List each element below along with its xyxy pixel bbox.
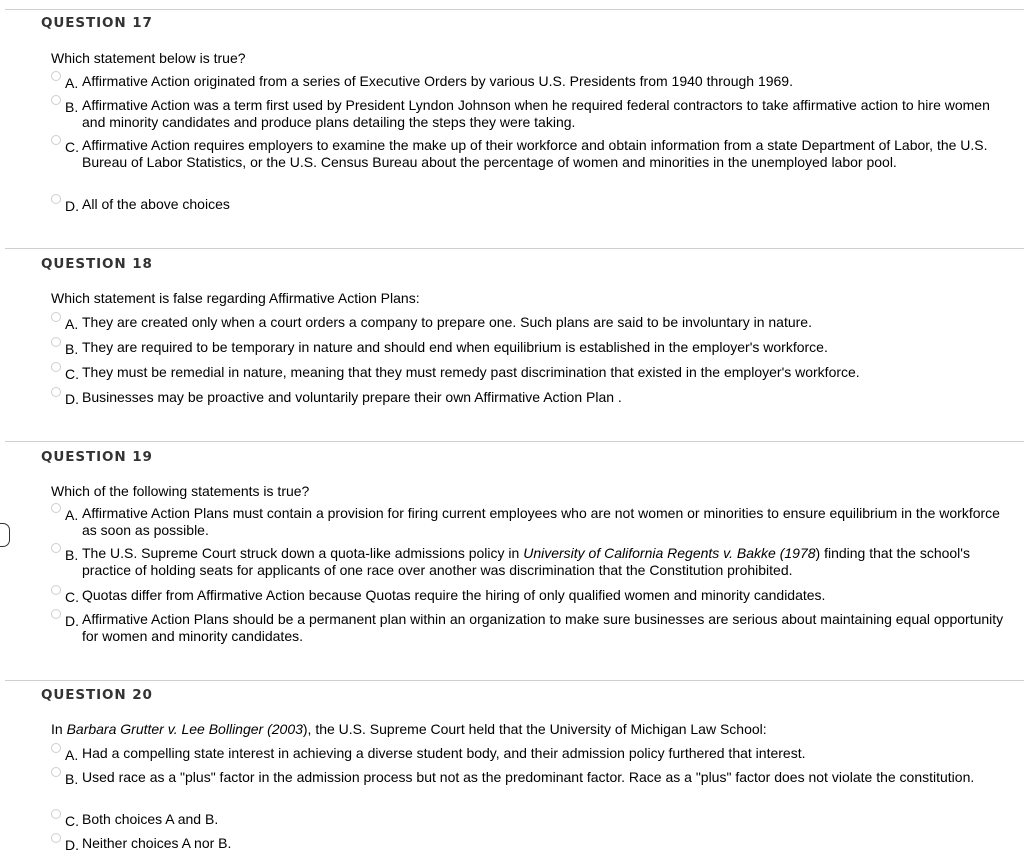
divider [5,441,1024,442]
option-text: Businesses may be proactive and voluntarily prepare their own Affirmative Action Plan . [82,389,622,405]
option-text: Had a compelling state interest in achieving a diverse student body, and their admission policy furthered that interest. [82,745,806,761]
radio-button[interactable] [51,337,61,347]
option-letter: A. [65,75,79,91]
option-text: Both choices A and B. [82,811,219,827]
option-text-part: ) finding that the school's practice of holding seats for applicants of one race over another was discrimination that the Constitution prohibited. [82,545,970,578]
option-letter: A. [65,316,79,332]
option-text [82,545,1012,579]
option-letter: D. [65,198,79,214]
option-letter: D. [65,613,79,629]
question-prompt: Which of the following statements is true? [51,483,310,499]
option-text: Used race as a "plus" factor in the admission process but not as the predominant factor. Race as a "plus" factor does not violate the constitution. [82,769,975,785]
option-letter: B. [65,99,79,115]
option-text: Affirmative Action requires employers to examine the make up of their workforce and obtain information from a state Department of Labor, the U.S. Bureau of Labor Statistics, or the U.S. Census Bureau about the percentage of women and minorities in the unemployed labor pool. [82,137,988,170]
option-letter: C. [65,813,79,829]
radio-button[interactable] [51,362,61,372]
option-letter: A. [65,507,79,523]
option-letter: B. [65,341,79,357]
option-text: Neither choices A nor B. [82,835,232,851]
radio-button[interactable] [51,503,61,513]
radio-button[interactable] [51,95,61,105]
radio-button[interactable] [51,833,61,843]
option-letter: C. [65,589,79,605]
option-letter: C. [65,139,79,155]
option-text: Affirmative Action Plans must contain a provision for firing current employees who are not women or minorities to ensure equilibrium in the workforce as soon as possible. [82,505,1000,538]
radio-button[interactable] [51,767,61,777]
question-prompt [51,721,767,737]
question-prompt: Which statement is false regarding Affirmative Action Plans: [51,290,420,306]
radio-button[interactable] [51,194,61,204]
option-text: Affirmative Action originated from a series of Executive Orders by various U.S. Presidents from 1940 through 1969. [82,73,793,89]
side-scroll-handle[interactable] [0,523,10,547]
question-header: QUESTION 20 [41,687,153,703]
option-text: Quotas differ from Affirmative Action because Quotas require the hiring of only qualified women and minority candidates. [82,587,826,603]
option-letter: B. [65,547,79,563]
radio-button[interactable] [51,585,61,595]
option-letter: C. [65,366,79,382]
option-text: All of the above choices [82,196,230,212]
radio-button[interactable] [51,71,61,81]
option-text: Affirmative Action was a term first used by President Lyndon Johnson when he required federal contractors to take affirmative action to hire women and minority candidates and produce plans detailing the steps they were taking. [82,97,990,130]
prompt-part: ), the U.S. Supreme Court held that the University of Michigan Law School: [302,721,767,737]
divider [5,680,1024,681]
question-header: QUESTION 17 [41,15,153,31]
divider [5,248,1024,249]
radio-button[interactable] [51,543,61,553]
radio-button[interactable] [51,135,61,145]
option-text: They are required to be temporary in nature and should end when equilibrium is established in the employer's workforce. [82,339,828,355]
question-header: QUESTION 19 [41,449,153,465]
radio-button[interactable] [51,312,61,322]
option-letter: D. [65,391,79,407]
option-letter: D. [65,837,79,853]
option-text: They are created only when a court orders a company to prepare one. Such plans are said to be involuntary in nature. [82,314,812,330]
case-name: University of California Regents v. Bakke (1978 [523,545,816,561]
option-letter: A. [65,747,79,763]
radio-button[interactable] [51,743,61,753]
radio-button[interactable] [51,809,61,819]
option-text: Affirmative Action Plans should be a permanent plan within an organization to make sure businesses are serious about maintaining equal opportunity for women and minority candidates. [82,611,1004,644]
question-header: QUESTION 18 [41,256,153,272]
prompt-part: In [51,721,67,737]
option-text: They must be remedial in nature, meaning that they must remedy past discrimination that existed in the employer's workforce. [82,364,860,380]
radio-button[interactable] [51,387,61,397]
option-letter: B. [65,771,79,787]
question-prompt: Which statement below is true? [51,50,246,66]
case-name: Barbara Grutter v. Lee Bollinger (2003 [66,721,303,737]
radio-button[interactable] [51,609,61,619]
option-text-part: The U.S. Supreme Court struck down a quota-like admissions policy in [82,545,524,561]
divider [5,9,1024,10]
